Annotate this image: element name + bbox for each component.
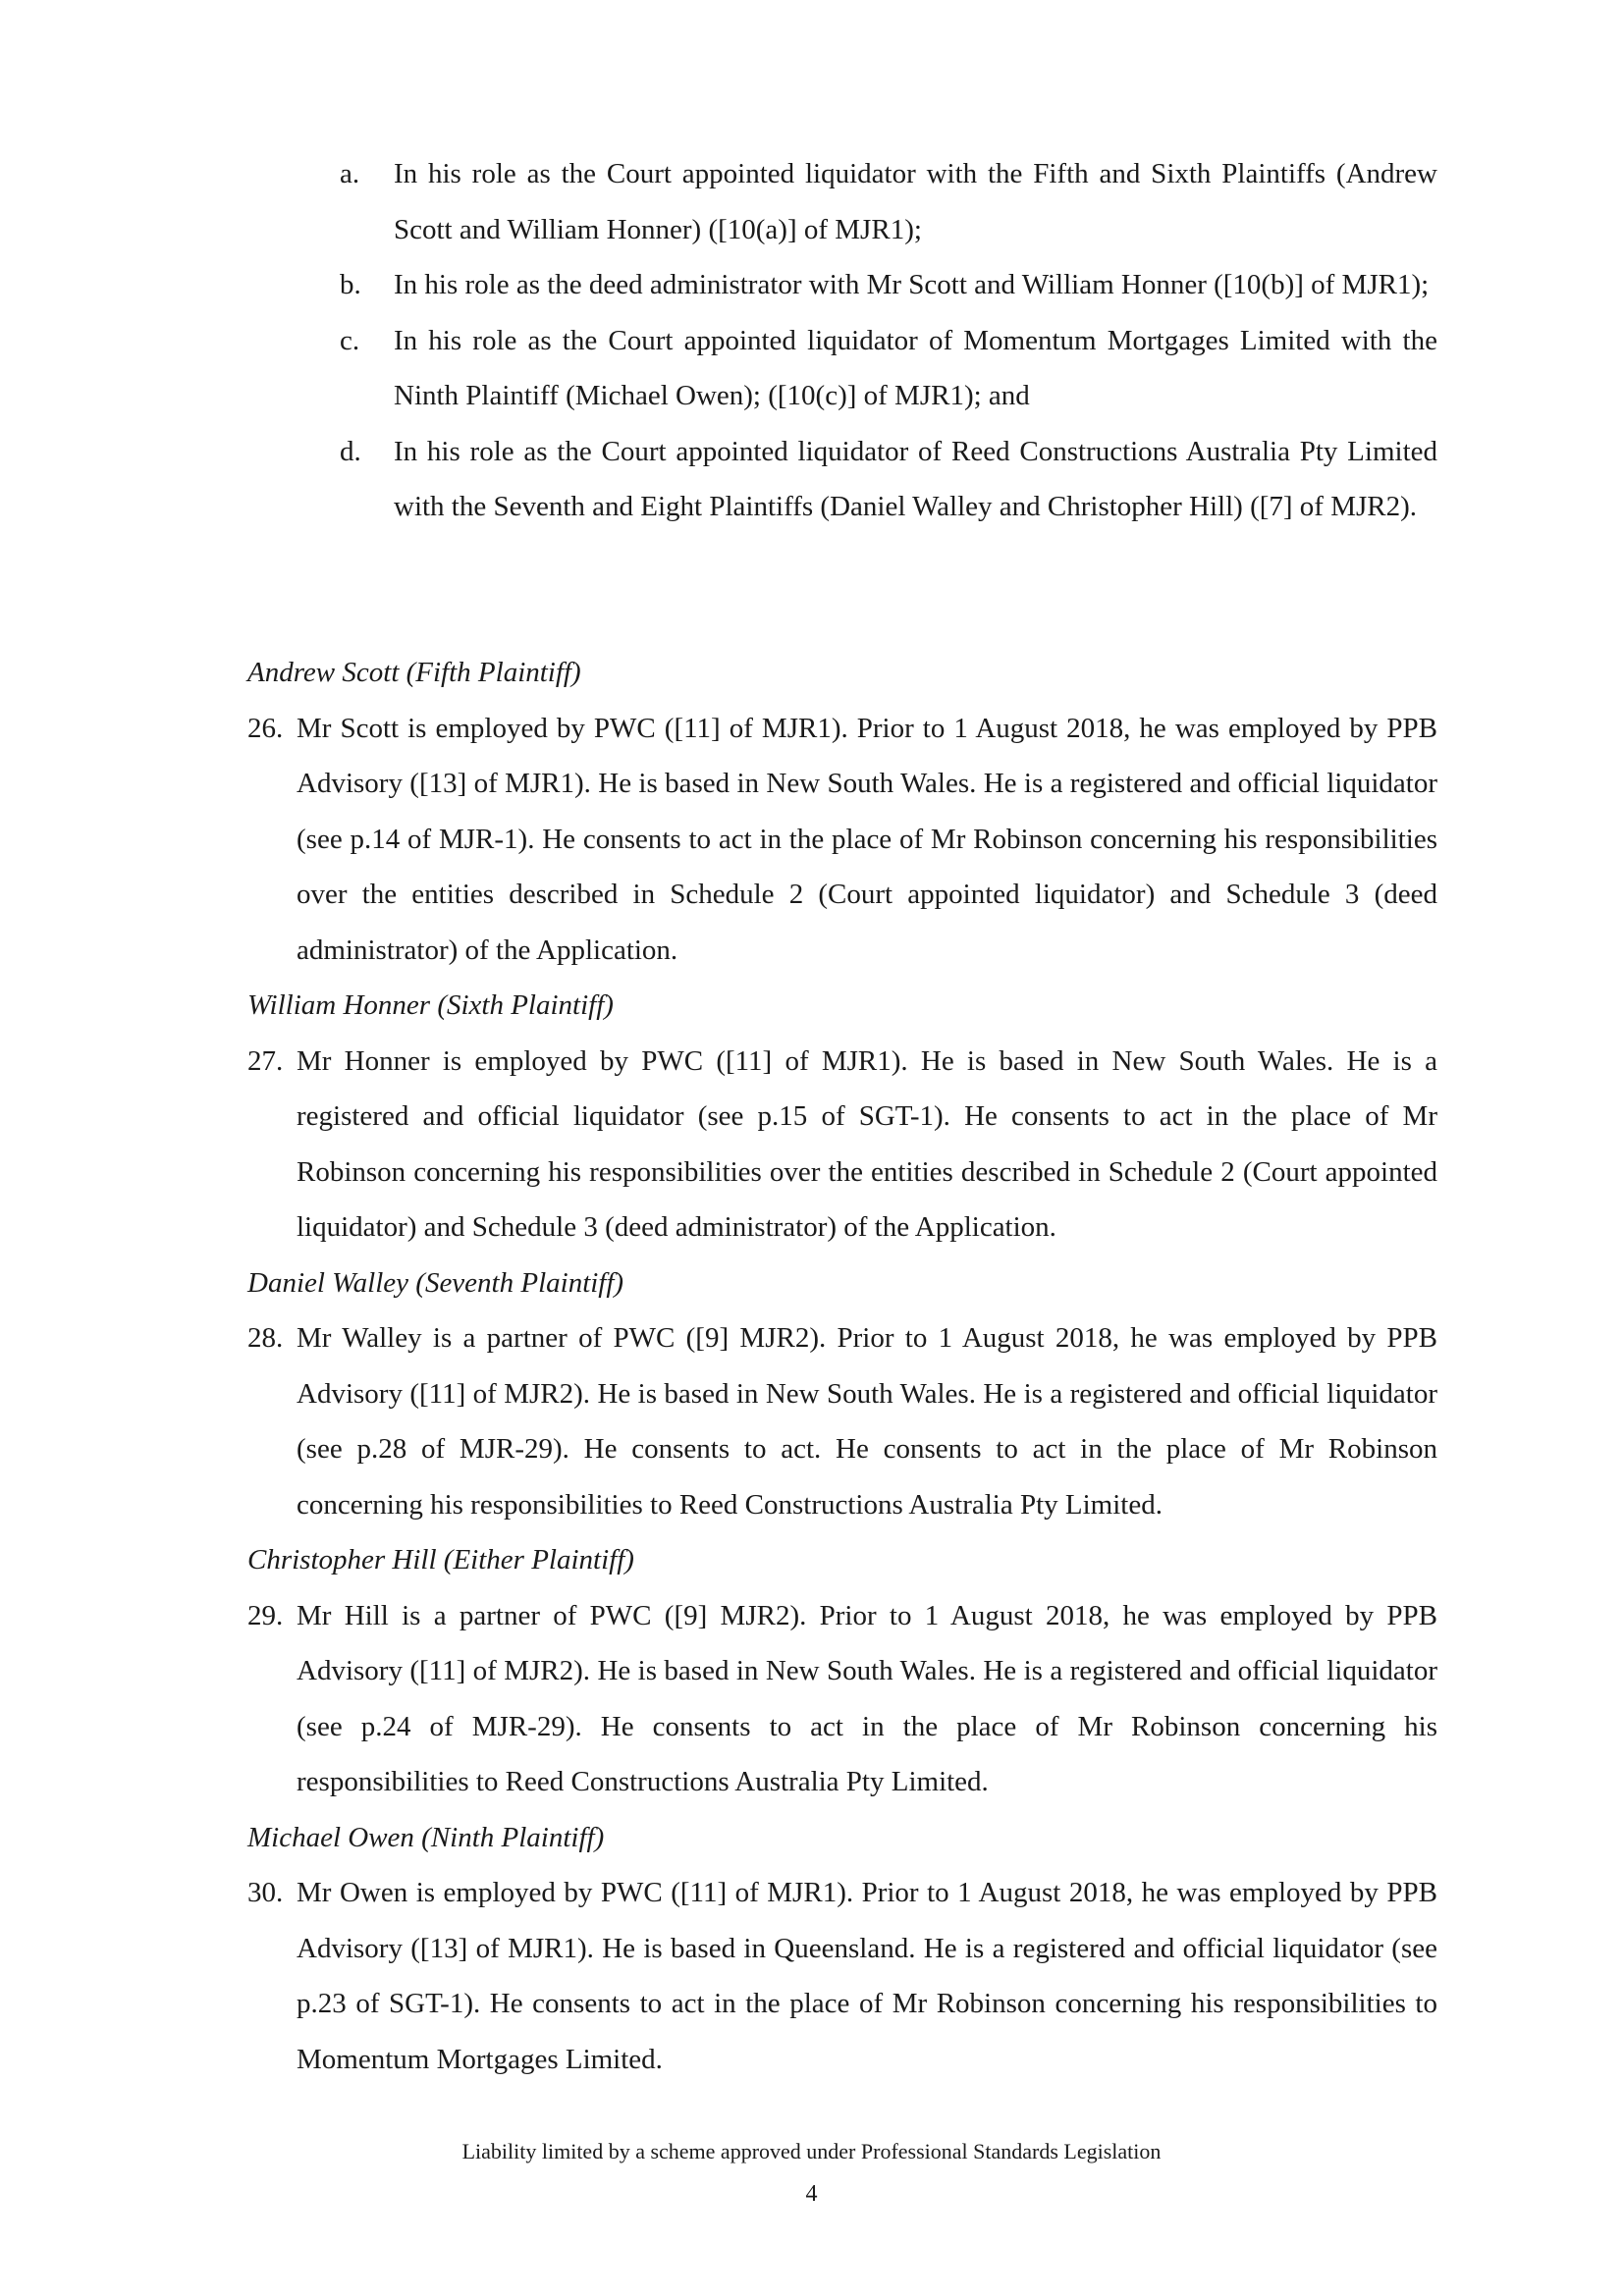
paragraph-text: Mr Walley is a partner of PWC ([9] MJR2). Prior to 1 August 2018, he was employed by PPB Advisory ([11] of MJR2). He is based in New South Wales. He is a registered and official liquidator (see p.28 of MJR-29). He consents to act. He consents to act in the place of Mr Robinson concerning his responsibilities to Reed Constructions Australia Pty Limited. (297, 1322, 1437, 1521)
footer-liability-note: Liability limited by a scheme approved under Professional Standards Legislation (461, 2139, 1162, 2163)
paragraph-26 (247, 701, 1437, 979)
section-heading-william-honner: William Honner (Sixth Plaintiff) (247, 989, 614, 1021)
paragraph-number: 28. (247, 1322, 284, 1354)
sub-paragraph-letter: d. (340, 435, 361, 467)
sub-paragraph-list (340, 146, 1437, 535)
sub-paragraph-letter: a. (340, 158, 360, 189)
sub-paragraph-letter: c. (340, 324, 360, 356)
paragraph-number: 30. (247, 1877, 284, 1908)
sub-paragraph-text: In his role as the Court appointed liquidator with the Fifth and Sixth Plaintiffs (Andrew Scott and William Honner) ([10(a)] of MJR1); (394, 158, 1437, 245)
sub-paragraph-text: In his role as the Court appointed liquidator of Momentum Mortgages Limited with the Ninth Plaintiff (Michael Owen); ([10(c)] of MJR1); and (394, 324, 1437, 411)
paragraph-30 (247, 1865, 1437, 2087)
paragraph-text: Mr Owen is employed by PWC ([11] of MJR1). Prior to 1 August 2018, he was employed by PPB Advisory ([13] of MJR1). He is based in Queensland. He is a registered and official liquidator (see p.23 of SGT-1). He consents to act in the place of Mr Robinson concerning his responsibilities to Momentum Mortgages Limited. (297, 1877, 1437, 2075)
sub-paragraph-a (340, 146, 1437, 257)
sub-paragraph-text: In his role as the deed administrator with Mr Scott and William Honner ([10(b)] of MJR1); (394, 269, 1430, 300)
paragraph-number: 26. (247, 712, 284, 744)
paragraph-number: 29. (247, 1599, 284, 1631)
section-heading-christopher-hill: Christopher Hill (Either Plaintiff) (247, 1544, 634, 1575)
sub-paragraph-text: In his role as the Court appointed liquidator of Reed Constructions Australia Pty Limited with the Seventh and Eight Plaintiffs (Daniel Walley and Christopher Hill) ([7] of MJR2). (394, 435, 1437, 522)
main-content (247, 645, 1437, 2087)
paragraph-text: Mr Honner is employed by PWC ([11] of MJR1). He is based in New South Wales. He is a registered and official liquidator (see p.15 of SGT-1). He consents to act in the place of Mr Robinson concerning his responsibilities over the entities described in Schedule 2 (Court appointed liquidator) and Schedule 3 (deed administrator) of the Application. (297, 1044, 1437, 1243)
paragraph-28 (247, 1310, 1437, 1532)
sub-paragraph-letter: b. (340, 269, 361, 300)
section-heading-daniel-walley: Daniel Walley (Seventh Plaintiff) (247, 1266, 624, 1299)
sub-paragraph-b (340, 257, 1437, 313)
sub-paragraph-c (340, 313, 1437, 424)
sub-paragraph-d (340, 424, 1437, 535)
paragraph-text: Mr Scott is employed by PWC ([11] of MJR1). Prior to 1 August 2018, he was employed by PPB Advisory ([13] of MJR1). He is based in New South Wales. He is a registered and official liquidator (see p.14 of MJR-1). He consents to act in the place of Mr Robinson concerning his responsibilities over the entities described in Schedule 2 (Court appointed liquidator) and Schedule 3 (deed administrator) of the Application. (297, 712, 1437, 966)
paragraph-27 (247, 1034, 1437, 1255)
section-heading-michael-owen: Michael Owen (Ninth Plaintiff) (247, 1821, 605, 1853)
section-heading-andrew-scott: Andrew Scott (Fifth Plaintiff) (247, 657, 581, 688)
paragraph-29 (247, 1588, 1437, 1810)
paragraph-text: Mr Hill is a partner of PWC ([9] MJR2). Prior to 1 August 2018, he was employed by PPB Advisory ([11] of MJR2). He is based in New South Wales. He is a registered and official liquidator (see p.24 of MJR-29). He consents to act in the place of Mr Robinson concerning his responsibilities to Reed Constructions Australia Pty Limited. (297, 1599, 1437, 1797)
paragraph-number: 27. (247, 1044, 284, 1077)
page-number: 4 (805, 2181, 818, 2207)
